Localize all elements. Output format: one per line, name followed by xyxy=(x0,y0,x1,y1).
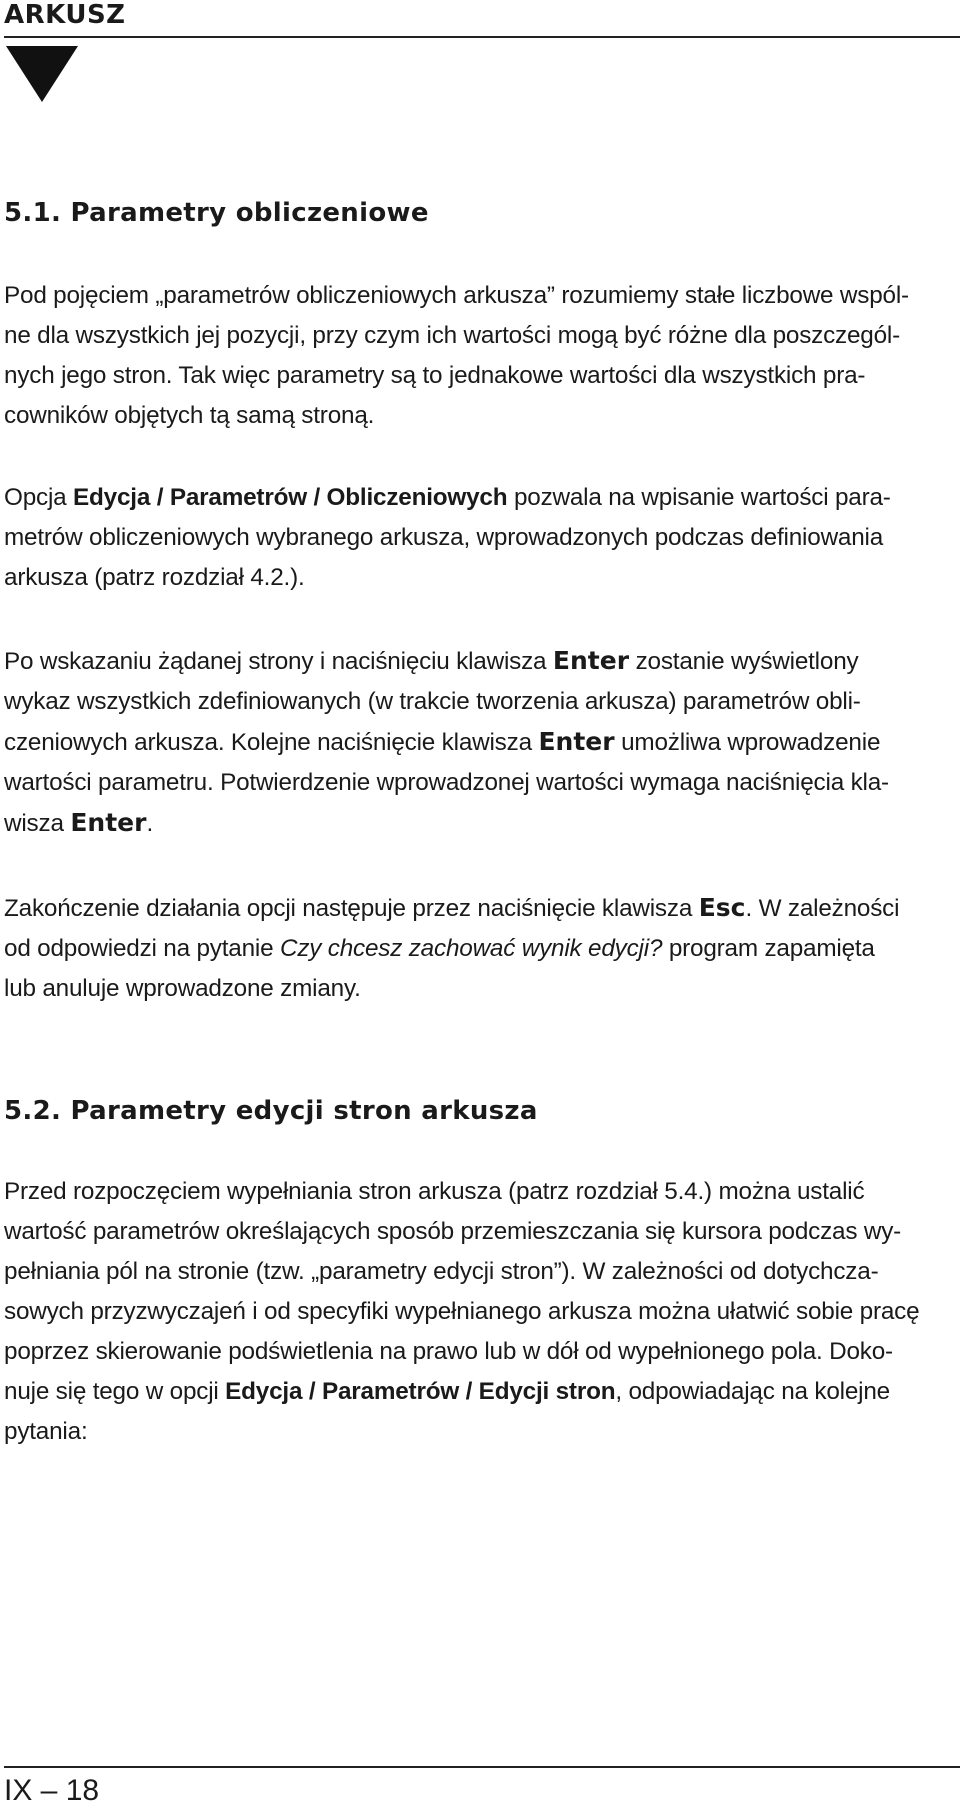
text-fragment: wisza xyxy=(4,810,71,837)
header-divider xyxy=(4,36,960,38)
text-fragment: czeniowych arkusza. Kolejne naciśnięcie klawisza xyxy=(4,729,539,756)
text-line xyxy=(4,888,954,929)
menu-path: Edycja / Parametrów / Obliczeniowych xyxy=(73,484,508,511)
paragraph-option-edit xyxy=(4,478,954,598)
text-line: lub anuluje wprowadzone zmiany. xyxy=(4,975,361,1002)
text-line xyxy=(4,641,954,682)
page-number: IX – 18 xyxy=(4,1774,100,1807)
key-enter: Enter xyxy=(538,727,615,756)
paragraph-enter-key xyxy=(4,641,954,844)
text-fragment: program zapamięta xyxy=(662,935,875,962)
paragraph-page-edit-params xyxy=(4,1172,954,1452)
text-fragment: Zakończenie działania opcji następuje przez naciśnięcie klawisza xyxy=(4,895,699,922)
text-fragment: od odpowiedzi na pytanie xyxy=(4,935,280,962)
text-fragment: pozwala na wpisanie wartości para- xyxy=(507,484,891,511)
text-fragment: nuje się tego w opcji xyxy=(4,1378,226,1405)
text-line xyxy=(4,803,954,844)
text-fragment: . xyxy=(146,810,153,837)
menu-path: Edycja / Parametrów / Edycji stron xyxy=(225,1378,616,1405)
text-line xyxy=(4,478,954,518)
key-enter: Enter xyxy=(552,646,630,675)
key-enter: Enter xyxy=(70,808,147,837)
triangle-down-icon xyxy=(6,46,78,102)
section-heading-5-1: 5.1. Parametry obliczeniowe xyxy=(4,198,429,228)
text-line: poprzez skierowanie podświetlenia na prawo lub w dół od wypełnionego pola. Doko- xyxy=(4,1338,893,1365)
text-line xyxy=(4,722,954,763)
text-line: sowych przyzwyczajeń i od specyfiki wypełnianego arkusza można ułatwić sobie pracę xyxy=(4,1298,920,1325)
text-fragment: umożliwa wprowadzenie xyxy=(614,729,881,756)
text-fragment: . W zależności xyxy=(745,895,900,922)
key-esc: Esc xyxy=(698,893,746,922)
prompt-question: Czy chcesz zachować wynik edycji? xyxy=(279,935,663,962)
footer-divider xyxy=(4,1766,960,1768)
text-fragment: zostanie wyświetlony xyxy=(629,648,859,675)
text-line: Pod pojęciem „parametrów obliczeniowych arkusza” rozumiemy stałe liczbowe wspól- xyxy=(4,282,909,309)
text-fragment: Opcja xyxy=(4,484,74,511)
text-line: Przed rozpoczęciem wypełniania stron arkusza (patrz rozdział 5.4.) można ustalić xyxy=(4,1178,865,1205)
text-line: arkusza (patrz rozdział 4.2.). xyxy=(4,564,305,591)
text-fragment: Po wskazaniu żądanej strony i naciśnięciu klawisza xyxy=(4,648,553,675)
text-line xyxy=(4,929,954,969)
paragraph-intro xyxy=(4,276,954,436)
text-line: wykaz wszystkich zdefiniowanych (w trakcie tworzenia arkusza) parametrów obli- xyxy=(4,688,861,715)
header-title: ARKUSZ xyxy=(4,0,126,30)
text-line: nych jego stron. Tak więc parametry są to jednakowe wartości dla wszystkich pra- xyxy=(4,362,866,389)
section-heading-5-2: 5.2. Parametry edycji stron arkusza xyxy=(4,1096,538,1126)
text-line xyxy=(4,1372,954,1412)
text-fragment: , odpowiadając na kolejne xyxy=(615,1378,890,1405)
text-line: pytania: xyxy=(4,1418,88,1445)
text-line: metrów obliczeniowych wybranego arkusza, wprowadzonych podczas definiowania xyxy=(4,524,884,551)
text-line: ne dla wszystkich jej pozycji, przy czym ich wartości mogą być różne dla poszczegól- xyxy=(4,322,901,349)
paragraph-esc-key xyxy=(4,888,954,1009)
text-line: wartość parametrów określających sposób przemieszczania się kursora podczas wy- xyxy=(4,1218,902,1245)
text-line: pełniania pól na stronie (tzw. „parametry edycji stron”). W zależności od dotychcza- xyxy=(4,1258,879,1285)
text-line: cowników objętych tą samą stroną. xyxy=(4,402,375,429)
text-line: wartości parametru. Potwierdzenie wprowadzonej wartości wymaga naciśnięcia kla- xyxy=(4,769,889,796)
